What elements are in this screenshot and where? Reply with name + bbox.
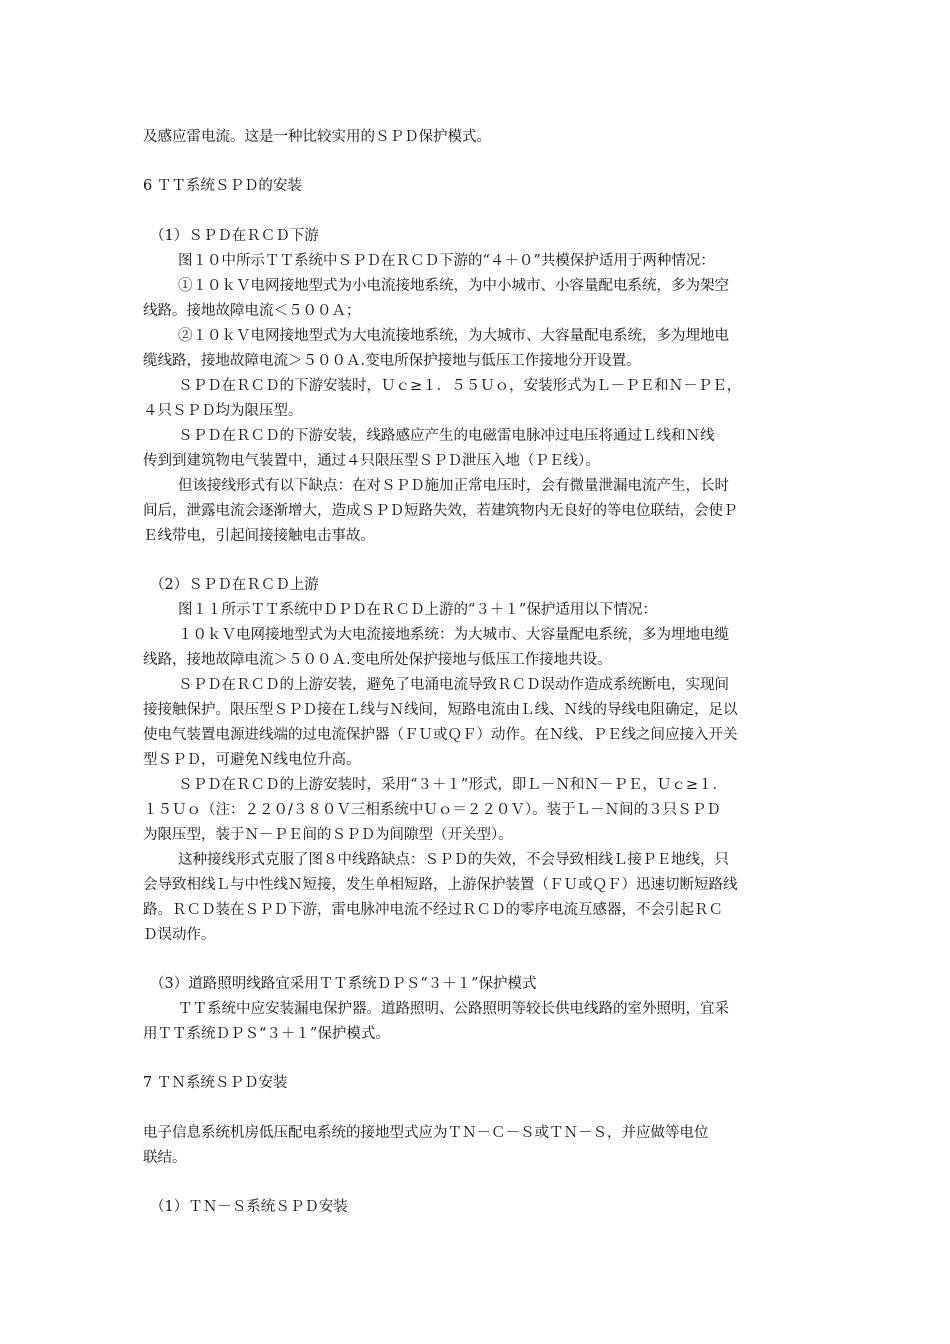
- paragraph-line: Ｅ线带电，引起间接接触电击事故。: [143, 528, 375, 544]
- subsection-heading: （1）ＳＰＤ在ＲＣＤ下游: [150, 228, 319, 244]
- paragraph-line: ＳＰＤ在ＲＣＤ的上游安装时，采用“３＋１”形式，即Ｌ－Ｎ和Ｎ－ＰＥ，Ｕｃ≥１．: [178, 777, 727, 793]
- paragraph-line: Ｄ误动作。: [143, 927, 216, 943]
- paragraph-line: １５Ｕｏ（注：２２０/３８０Ｖ三相系统中Ｕｏ＝２２０Ｖ）。装于Ｌ－Ｎ间的３只ＳＰＤ: [143, 802, 721, 818]
- section-heading: 7 ＴＮ系统ＳＰＤ安装: [143, 1075, 288, 1091]
- paragraph-line: 联结。: [143, 1150, 187, 1166]
- paragraph-line: 线路，接地故障电流＞５００Ａ.变电所处保护接地与低压工作接地共设。: [143, 652, 612, 668]
- paragraph-line: 间后，泄露电流会逐渐增大，造成ＳＰＤ短路失效，若建筑物内无良好的等电位联结，会使Ｐ: [143, 503, 738, 519]
- subsection-heading: （1）ＴＮ－Ｓ系统ＳＰＤ安装: [150, 1199, 348, 1215]
- paragraph-line: 使电气装置电源进线端的过电流保护器（ＦＵ或ＱＦ）动作。在Ｎ线、ＰＥ线之间应接入开关: [143, 727, 738, 743]
- paragraph-line: 图１０中所示ＴＴ系统中ＳＰＤ在ＲＣＤ下游的“４＋０”共模保护适用于两种情况：: [178, 253, 715, 269]
- paragraph-line: 电子信息系统机房低压配电系统的接地型式应为ＴＮ－Ｃ－Ｓ或ＴＮ－Ｓ，并应做等电位: [143, 1125, 709, 1141]
- paragraph-line: 线路。接地故障电流＜５００Ａ；: [143, 303, 361, 319]
- paragraph-line: 接接触保护。限压型ＳＰＤ接在Ｌ线与Ｎ线间，短路电流由Ｌ线、Ｎ线的导线电阻确定，足以: [143, 702, 738, 718]
- paragraph-line: ４只ＳＰＤ均为限压型。: [143, 403, 303, 419]
- paragraph-line: ＳＰＤ在ＲＣＤ的上游安装，避免了电涌电流导致ＲＣＤ误动作造成系统断电，实现间: [178, 677, 729, 693]
- paragraph-line: 但该接线形式有以下缺点：在对ＳＰＤ施加正常电压时，会有微量泄漏电流产生，长时: [178, 478, 729, 494]
- subsection-heading: （2）ＳＰＤ在ＲＣＤ上游: [150, 577, 319, 593]
- paragraph-line: 缆线路，接地故障电流＞５００Ａ.变电所保护接地与低压工作接地分开设置。: [143, 353, 641, 369]
- paragraph-line: ①１０ｋＶ电网接地型式为小电流接地系统，为中小城市、小容量配电系统，多为架空: [178, 278, 729, 294]
- paragraph-line: 型ＳＰＤ，可避免Ｎ线电位升高。: [143, 752, 361, 768]
- section-heading: 6 ＴＴ系统ＳＰＤ的安装: [143, 178, 302, 194]
- paragraph-line: 用ＴＴ系统ＤＰＳ“３＋１”保护模式。: [143, 1026, 390, 1042]
- paragraph-line: ＳＰＤ在ＲＣＤ的下游安装时，Ｕｃ≥１．５５Ｕｏ，安装形式为Ｌ－ＰＥ和Ｎ－ＰＥ，: [178, 378, 742, 394]
- subsection-heading: （3）道路照明线路宜采用ＴＴ系统ＤＰＳ“３＋１”保护模式: [150, 976, 537, 992]
- paragraph-line: 传到到建筑物电气装置中，通过４只限压型ＳＰＤ泄压入地（ＰＥ线）。: [143, 453, 600, 469]
- paragraph-line: ＳＰＤ在ＲＣＤ的下游安装，线路感应产生的电磁雷电脉冲过电压将通过Ｌ线和Ｎ线: [178, 428, 715, 444]
- paragraph-line: 路。ＲＣＤ装在ＳＰＤ下游，雷电脉冲电流不经过ＲＣＤ的零序电流互感器，不会引起ＲＣ: [143, 902, 723, 918]
- paragraph-line: １０ｋＶ电网接地型式为大电流接地系统：为大城市、大容量配电系统，多为埋地电缆: [178, 627, 729, 643]
- paragraph-line: 会导致相线Ｌ与中性线Ｎ短接，发生单相短路，上游保护装置（ＦＵ或ＱＦ）迅速切断短路线: [143, 877, 738, 893]
- paragraph-line: ＴＴ系统中应安装漏电保护器。道路照明、公路照明等较长供电线路的室外照明，宜采: [178, 1001, 729, 1017]
- paragraph-line: 及感应雷电流。这是一种比较实用的ＳＰＤ保护模式。: [143, 129, 491, 145]
- paragraph-line: 图１１所示ＴＴ系统中ＤＰＤ在ＲＣＤ上游的“３＋１”保护适用以下情况：: [178, 602, 657, 618]
- paragraph-line: ②１０ｋＶ电网接地型式为大电流接地系统，为大城市、大容量配电系统，多为埋地电: [178, 328, 729, 344]
- paragraph-line: 这种接线形式克服了图８中线路缺点：ＳＰＤ的失效，不会导致相线Ｌ接ＰＥ地线，只: [178, 852, 729, 868]
- paragraph-line: 为限压型，装于Ｎ－ＰＥ间的ＳＰＤ为间隙型（开关型）。: [143, 827, 513, 843]
